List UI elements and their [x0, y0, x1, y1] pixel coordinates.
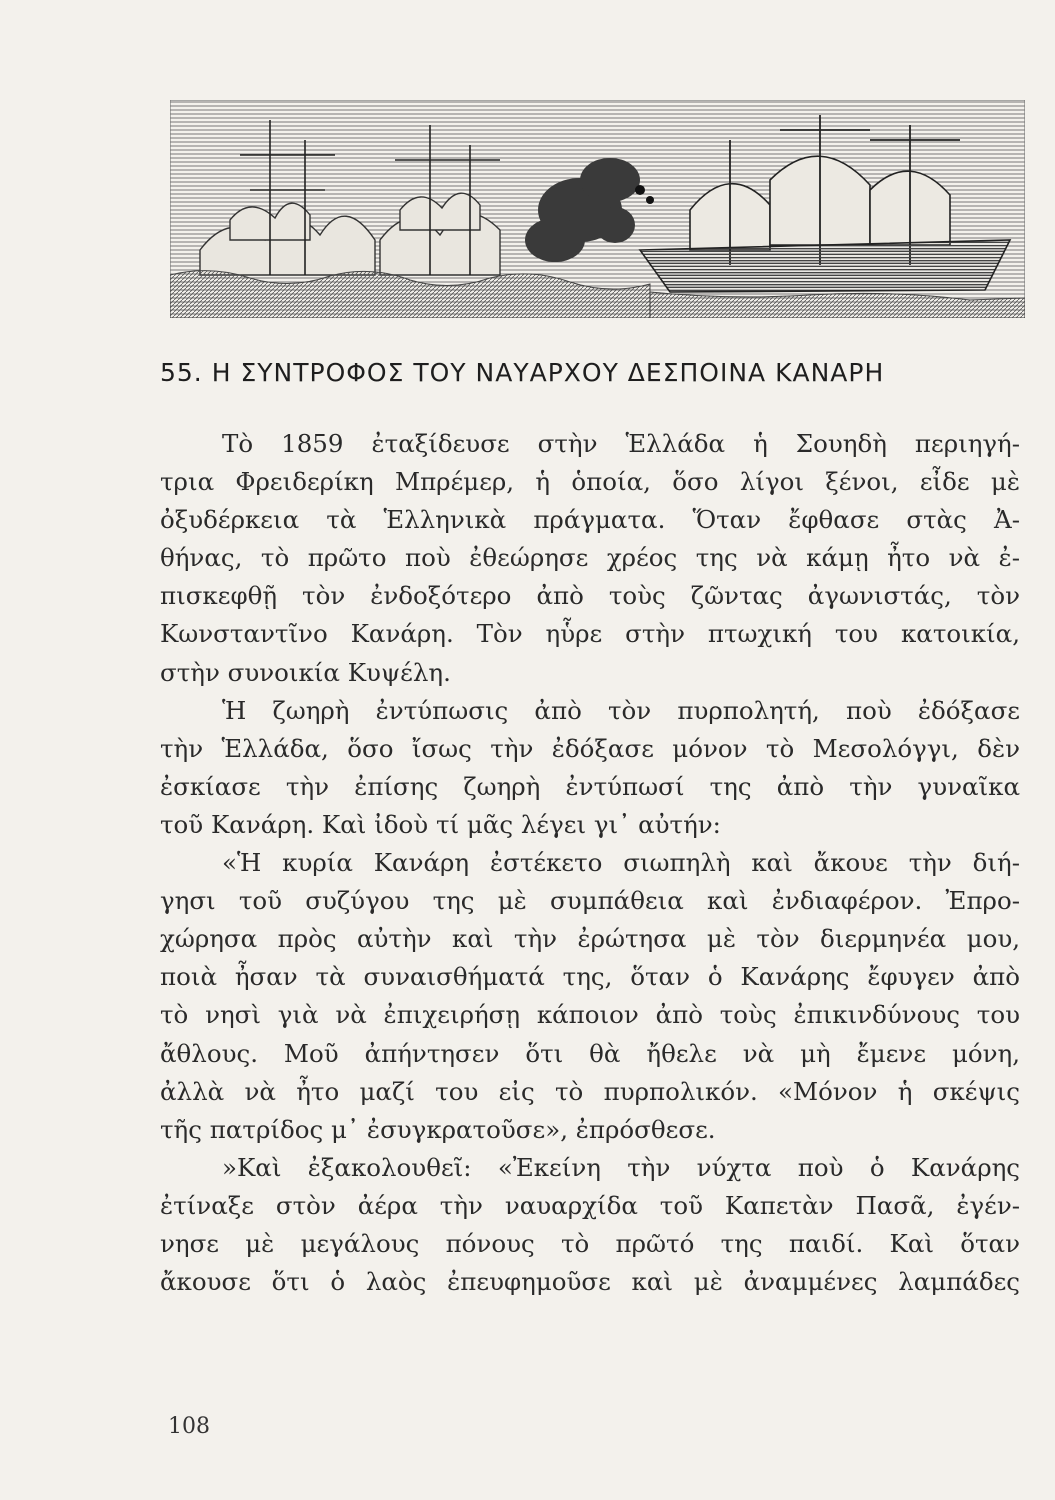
text-line: γησι τοῦ συζύγου της μὲ συμπάθεια καὶ ἐνδιαφέρον. Ἐπρο-: [160, 886, 1020, 916]
page-number: 108: [168, 1414, 210, 1439]
chapter-title: [160, 358, 1040, 387]
text-line: θήνας, τὸ πρῶτο ποὺ ἐθεώρησε χρέος της νὰ κάμῃ ἦτο νὰ ἐ-: [160, 543, 1020, 573]
text-line: τὸ νησὶ γιὰ νὰ ἐπιχειρήσῃ κάποιον ἀπὸ τοὺς ἐπικινδύνους του: [160, 1000, 1020, 1030]
text-line: ποιὰ ἦσαν τὰ συναισθήματά της, ὅταν ὁ Κανάρης ἔφυγεν ἀπὸ: [160, 962, 1020, 992]
chapter-title-text: Η ΣΥΝΤΡΟΦΟΣ ΤΟΥ ΝΑΥΑΡΧΟΥ ΔΕΣΠΟΙΝΑ ΚΑΝΑΡΗ: [211, 358, 885, 387]
text-line: τρια Φρειδερίκη Μπρέμερ, ἡ ὁποία, ὅσο λίγοι ξένοι, εἶδε μὲ: [160, 467, 1020, 497]
chapter-number: 55.: [160, 358, 203, 387]
text-line: ὀξυδέρκεια τὰ Ἑλληνικὰ πράγματα. Ὅταν ἔφθασε στὰς Ἀ-: [160, 505, 1020, 535]
text-line: ἄκουσε ὅτι ὁ λαὸς ἐπευφημοῦσε καὶ μὲ ἀναμμένες λαμπάδες: [160, 1267, 1020, 1297]
text-line: τῆς πατρίδος μ᾽ ἐσυγκρατοῦσε», ἐπρόσθεσε.: [160, 1114, 716, 1144]
text-line: ἀλλὰ νὰ ἦτο μαζί του εἰς τὸ πυρπολικόν. «Μόνον ἡ σκέψις: [160, 1076, 1020, 1106]
text-line: ἐσκίασε τὴν ἐπίσης ζωηρὴ ἐντύπωσί της ἀπὸ τὴν γυναῖκα: [160, 771, 1020, 801]
text-line: νησε μὲ μεγάλους πόνους τὸ πρῶτό της παιδί. Καὶ ὅταν: [160, 1228, 1020, 1258]
text-line: τὴν Ἑλλάδα, ὅσο ἴσως τὴν ἐδόξασε μόνον τὸ Μεσολόγγι, δὲν: [160, 733, 1020, 763]
text-line: ἄθλους. Μοῦ ἀπήντησεν ὅτι θὰ ἤθελε νὰ μὴ ἔμενε μόνη,: [160, 1038, 1020, 1068]
text-line: »Καὶ ἐξακολουθεῖ: «Ἐκείνη τὴν νύχτα ποὺ ὁ Κανάρης: [222, 1152, 1020, 1182]
text-line: πισκεφθῇ τὸν ἐνδοξότερο ἀπὸ τοὺς ζῶντας ἀγωνιστάς, τὸν: [160, 581, 1020, 611]
text-line: Τὸ 1859 ἐταξίδευσε στὴν Ἑλλάδα ἡ Σουηδὴ περιηγή-: [222, 429, 1020, 458]
text-line: χώρησα πρὸς αὐτὴν καὶ τὴν ἐρώτησα μὲ τὸν διερμηνέα μου,: [160, 924, 1020, 954]
text-line: τοῦ Κανάρη. Καὶ ἰδοὺ τί μᾶς λέγει γι᾽ αὐτήν:: [160, 809, 721, 839]
text-line: Ἡ ζωηρὴ ἐντύπωσις ἀπὸ τὸν πυρπολητή, ποὺ ἐδόξασε: [222, 695, 1020, 725]
text-line: ἐτίναξε στὸν ἀέρα τὴν ναυαρχίδα τοῦ Καπετὰν Πασᾶ, ἐγέν-: [160, 1190, 1020, 1220]
text-line: Κωνσταντῖνο Κανάρη. Τὸν ηὗρε στὴν πτωχική του κατοικία,: [160, 619, 1020, 649]
ships-engraving-illustration: [170, 100, 1025, 318]
text-line: «Ἡ κυρία Κανάρη ἐστέκετο σιωπηλὴ καὶ ἄκουε τὴν διή-: [222, 848, 1020, 878]
chapter-body: [160, 425, 1020, 1301]
text-line: στὴν συνοικία Κυψέλη.: [160, 657, 451, 687]
